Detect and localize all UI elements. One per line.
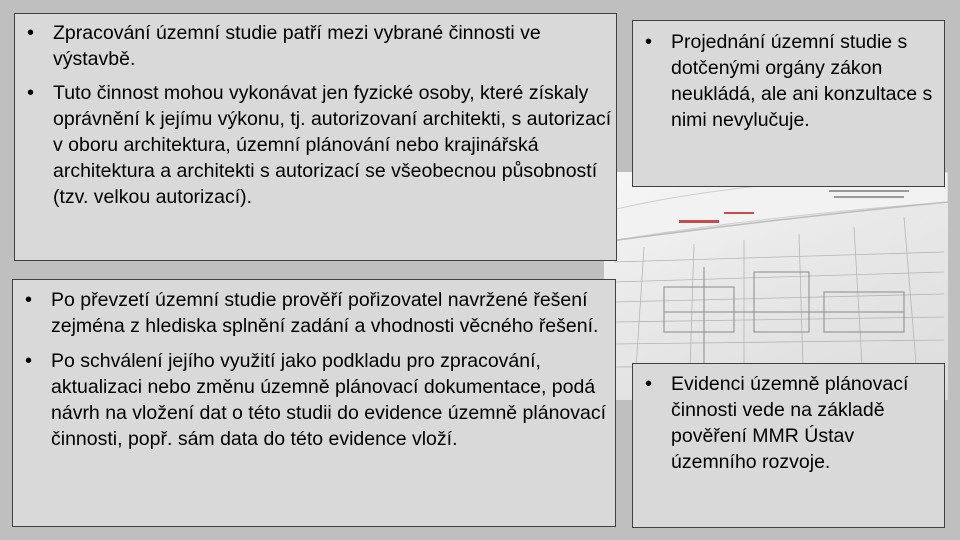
list-item: • Zpracování územní studie patří mezi vybrané činnosti ve výstavbě. (15, 20, 616, 72)
text-box-projednani (632, 20, 945, 187)
list-item: • Projednání územní studie s dotčenými orgány zákon neukládá, ale ani konzultace s nimi nevylučuje. (633, 29, 944, 133)
bullet-list (633, 29, 944, 133)
text-box-evidence (632, 363, 945, 528)
text-box-zpracovani (14, 13, 617, 261)
list-item: • Po převzetí územní studie prověří pořizovatel navržené řešení zejména z hlediska splnění zadání a vhodnosti věcného řešení. (13, 287, 615, 339)
list-item: • Tuto činnost mohou vykonávat jen fyzické osoby, které získaly oprávnění k jejímu výkonu, tj. autorizovaní architekti, s autorizací v oboru architektura, územní plánování nebo krajinářská architektura a architekti s autorizací se všeobecnou působností (tzv. velkou autorizací). (15, 80, 616, 210)
bullet-list (633, 371, 944, 475)
text-box-prevzeti (12, 279, 616, 527)
list-item: • Po schválení jejího využití jako podkladu pro zpracování, aktualizaci nebo změnu územně plánovací dokumentace, podá návrh na vložení dat o této studii do evidence územně plánovací činnosti, popř. sám data do této evidence vloží. (13, 348, 615, 452)
bullet-list (13, 287, 615, 452)
bullet-list (15, 20, 616, 210)
list-item: • Evidenci územně plánovací činnosti vede na základě pověření MMR Ústav územního rozvoje. (633, 371, 944, 475)
